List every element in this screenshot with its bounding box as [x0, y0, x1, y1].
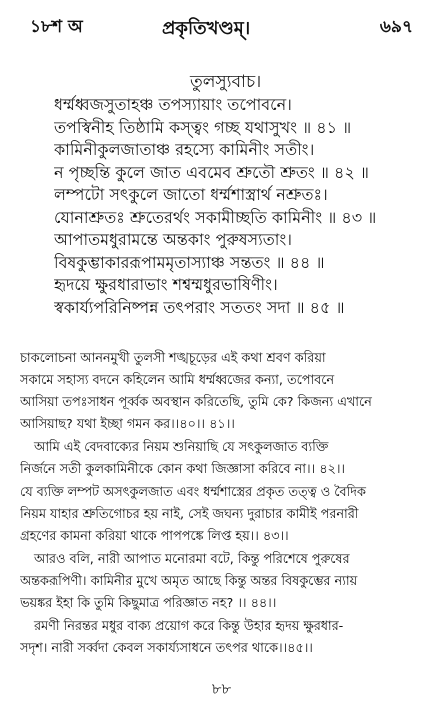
verse-line: কামিনীকুলজাতাঞ্চ রহস্যে কামিনীং সতীং। [54, 140, 315, 159]
verse-line: তপস্বিনীহ তিষ্ঠামি কস্ত্বং গচ্ছ যথাসুখং ॥ ৪১ ॥ [54, 117, 352, 137]
chapter-label: ১৮শ অ [30, 17, 83, 37]
translation-paragraph [20, 348, 428, 436]
page-header [0, 14, 443, 40]
verse-line: আপাতমধুরামন্তে অন্তকাং পুরুষস্যতাং। [54, 230, 293, 249]
bengali-translation [20, 348, 428, 661]
verse-line: স্বকার্য্যপরিনিষ্পন্ন তৎপরাং সততং সদা ॥ ৪৫ ॥ [54, 297, 345, 317]
verse-line: হৃদয়ে ক্ষুরধারাভাং শশ্বম্মধুরভাষিণীং। [54, 275, 278, 294]
verse-line: ধর্ম্মধ্বজসুতাহঞ্চ তপস্যায়াং তপোবনে। [54, 95, 292, 114]
page-number-top: ৬৯৭ [379, 17, 413, 37]
verse-line: যোনাশ্রুতঃ শ্রুতেরর্থং সকামীচ্ছতি কামিনীং ॥ ৪৩ ॥ [54, 207, 377, 227]
book-section-title: প্রকৃতিখণ্ডম্। [162, 18, 251, 39]
text-line: আসিয়াছ? যথা ইচ্ছা গমন কর।।৪০।। ৪১।। [20, 417, 235, 432]
text-line: নির্জনে সতী কুলকামিনীকে কোন কথা জিজ্ঞাসা করিবে না।। ৪২।। [20, 462, 345, 477]
text-line: আরও বলি, নারী আপাত মনোরমা বটে, কিন্তু পরিশেষে পুরুষের [34, 552, 350, 567]
verse-line: বিষকুম্ভাকাররূপামমৃতাস্যাঞ্চ সন্ততং ॥ ৪৪ ॥ [54, 252, 325, 272]
verse-line: লম্পটো সৎকুলে জাতো ধর্ম্মশাস্ত্রার্থ নশ্রুতঃ। [54, 185, 328, 204]
verse-line: ন পৃচ্ছন্তি কুলে জাত এবমেব শ্রুতৌ শ্রুতং ॥ ৪২ ॥ [54, 162, 369, 182]
translation-paragraph [20, 616, 428, 660]
verse-speaker-heading: তুলস্যুবাচ। [190, 72, 262, 92]
text-line: আমি এই বেদবাক্যের নিয়ম শুনিয়াছি যে সৎকুলজাত ব্যক্তি [34, 440, 329, 455]
translation-paragraph [20, 437, 428, 481]
text-line: গ্রহণের কামনা করিয়া থাকে পাপপঙ্কে লিপ্ত হয়।। ৪৩।। [20, 529, 289, 544]
text-line: অন্তকরূপিণী। কামিনীর মুখে অমৃত আছে কিন্তু অন্তর বিষকুম্ভের ন্যায় [20, 574, 358, 589]
text-line: ভয়ঙ্কর ইহা কি তুমি কিছুমাত্র পরিজ্ঞাত নহ? ।। ৪৪।। [20, 596, 277, 611]
text-line: রমণী নিরন্তর মধুর বাক্য প্রয়োগ করে কিন্তু উহার হৃদয় ক্ষুরধার- [34, 619, 344, 634]
text-line: চাকলোচনা আননমুখী তুলসী শঙ্খচূড়ের এই কথা শ্রবণ করিয়া [20, 351, 326, 366]
translation-paragraph [20, 482, 428, 548]
text-line: আসিয়া তপঃসাধন পূর্ব্বক অবস্থান করিতেছি, তুমি কে? কিজন্য এখানে [20, 395, 372, 410]
translation-paragraph [20, 549, 428, 615]
text-line: যে ব্যক্তি লম্পট অসৎকুলজাত এবং ধর্ম্মশাস্ত্রের প্রকৃত তত্ত্ব ও বৈদিক [20, 485, 366, 500]
text-line: নিয়ম যাহার শ্রুতিগোচর হয় নাই, সেই জঘন্য দুরাচার কামীই পরনারী [20, 507, 359, 522]
text-line: সকামে সহাস্য বদনে কহিলেন আমি ধর্ম্মধ্বজের কন্যা, তপোবনে [20, 373, 335, 388]
sanskrit-verses [54, 94, 424, 319]
text-line: সদৃশ। নারী সর্ব্বদা কেবল সকার্য্যসাধনে তৎপর থাকে।।৪৫।। [20, 641, 313, 656]
page-number-bottom: ৮৮ [211, 680, 232, 698]
